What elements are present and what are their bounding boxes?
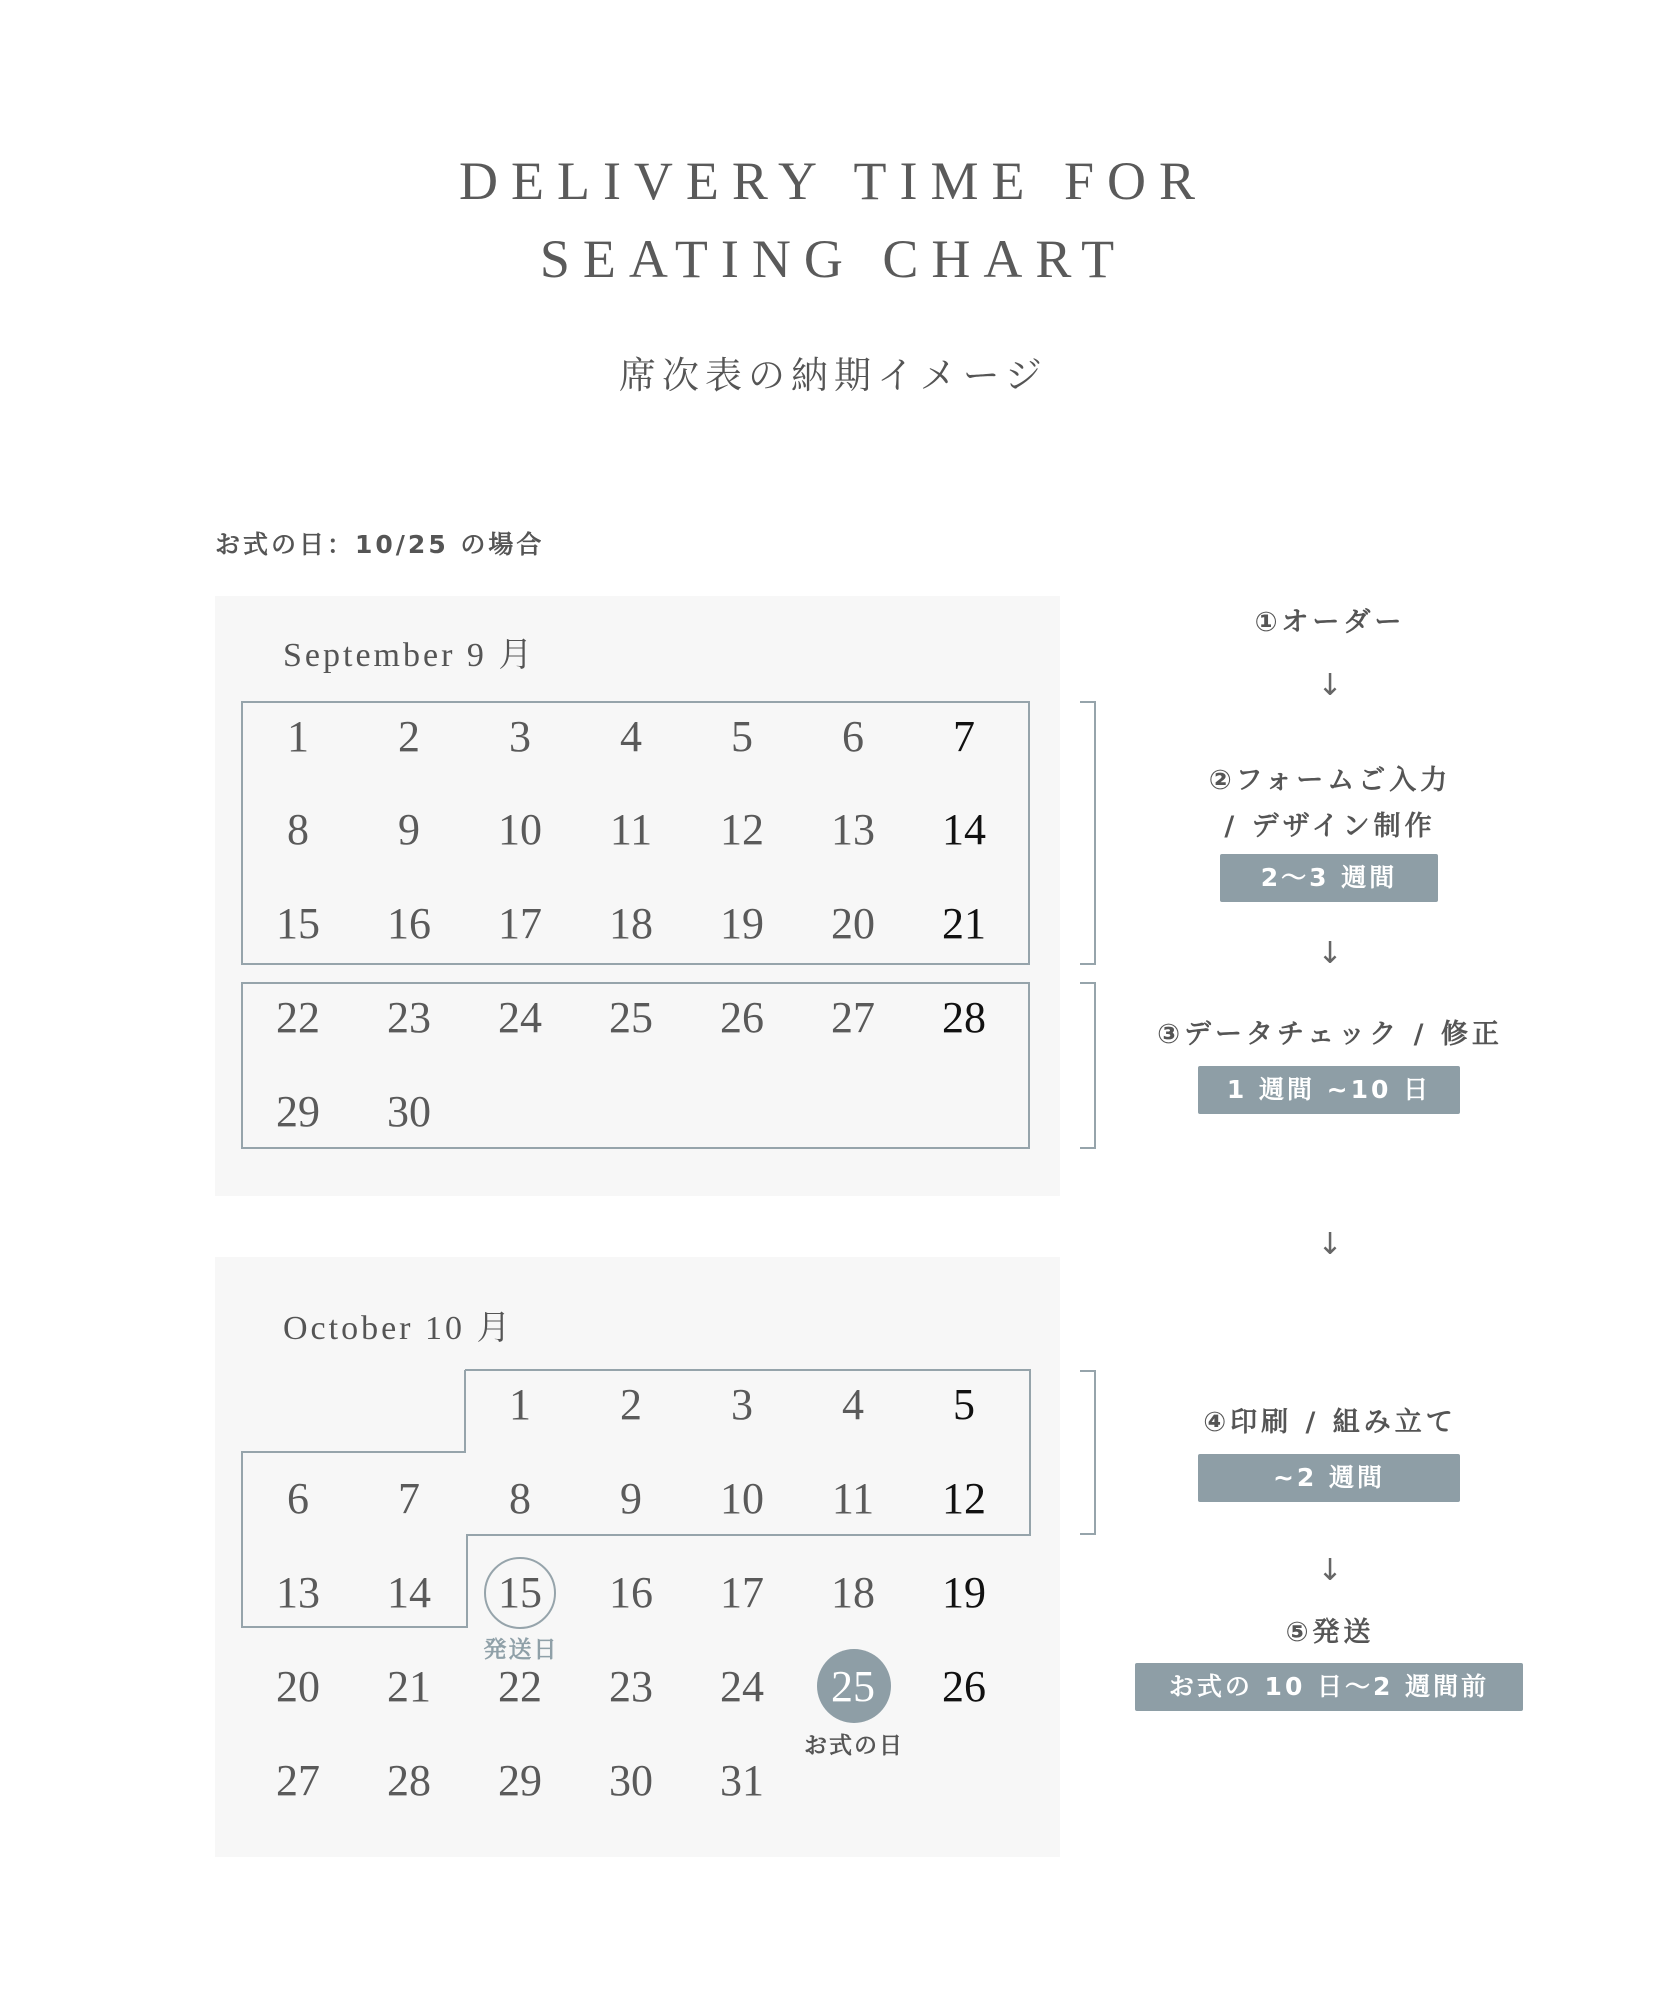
oct-day: 19 (942, 1568, 986, 1617)
sep-day: 17 (498, 899, 542, 948)
oct-day: 18 (831, 1568, 875, 1617)
oct-day: 17 (720, 1568, 764, 1617)
sep-day: 24 (498, 993, 542, 1042)
sep-day: 20 (831, 899, 875, 948)
sep-day: 23 (387, 993, 431, 1042)
oct-day: 30 (609, 1756, 653, 1805)
step-print: ④印刷 / 組み立て (1203, 1407, 1457, 1438)
page-subtitle: 席次表の納期イメージ (619, 354, 1048, 397)
sep-day: 4 (620, 712, 642, 761)
sep-day: 13 (831, 805, 875, 854)
oct-day: 11 (831, 1474, 875, 1523)
case-label: お式の日：10/25 の場合 (215, 530, 545, 559)
oct-day: 29 (498, 1756, 542, 1805)
ship-timing-badge: お式の 10 日〜2 週間前 (1135, 1663, 1523, 1711)
arrow-down-icon: ↓ (1317, 1227, 1343, 1262)
sep-day: 21 (942, 899, 986, 948)
step-data-check: ③データチェック / 修正 (1157, 1019, 1503, 1050)
oct-day: 22 (498, 1662, 542, 1711)
arrow-down-icon: ↓ (1317, 1553, 1343, 1588)
sep-day: 22 (276, 993, 320, 1042)
sep-day: 5 (731, 712, 753, 761)
sep-day: 29 (276, 1087, 320, 1136)
ship-date-note: 発送日 (483, 1637, 559, 1663)
sep-day: 11 (609, 805, 653, 854)
oct-day: 28 (387, 1756, 431, 1805)
oct-day: 23 (609, 1662, 653, 1711)
step-form-line-2: / デザイン制作 (1224, 811, 1436, 842)
oct-day: 6 (287, 1474, 309, 1523)
oct-day: 16 (609, 1568, 653, 1617)
oct-day: 27 (276, 1756, 320, 1805)
oct-day: 13 (276, 1568, 320, 1617)
sep-day: 12 (720, 805, 764, 854)
oct-day: 26 (942, 1662, 986, 1711)
oct-day: 2 (620, 1380, 642, 1429)
sep-day: 15 (276, 899, 320, 948)
oct-day: 12 (942, 1474, 986, 1523)
oct-day: 15 (498, 1568, 542, 1617)
sep-day: 7 (953, 712, 975, 761)
oct-day: 25 (831, 1662, 875, 1711)
oct-day: 4 (842, 1380, 864, 1429)
arrow-down-icon: ↓ (1317, 936, 1343, 971)
sep-day: 6 (842, 712, 864, 761)
oct-day: 8 (509, 1474, 531, 1523)
oct-day: 5 (953, 1380, 975, 1429)
page-title-line-2: SEATING CHART (539, 229, 1128, 289)
sep-day: 26 (720, 993, 764, 1042)
sep-day: 30 (387, 1087, 431, 1136)
sep-day: 16 (387, 899, 431, 948)
arrow-down-icon: ↓ (1317, 668, 1343, 703)
oct-day: 3 (731, 1380, 753, 1429)
step-ship: ⑤発送 (1285, 1617, 1375, 1648)
page-title-line-1: DELIVERY TIME FOR (458, 151, 1208, 211)
oct-day: 31 (720, 1756, 764, 1805)
september-title: September 9 月 (283, 637, 536, 674)
sep-day: 2 (398, 712, 420, 761)
check-bracket (1080, 982, 1096, 1149)
form-duration-badge: 2〜3 週間 (1220, 854, 1438, 902)
check-duration-badge: 1 週間 ~10 日 (1198, 1066, 1460, 1114)
wedding-date-note: お式の日 (804, 1733, 904, 1759)
oct-day: 14 (387, 1568, 431, 1617)
sep-day: 25 (609, 993, 653, 1042)
sep-day: 19 (720, 899, 764, 948)
step-order: ①オーダー (1254, 607, 1406, 638)
design-bracket (1080, 701, 1096, 965)
oct-day: 10 (720, 1474, 764, 1523)
sep-day: 8 (287, 805, 309, 854)
oct-day: 1 (509, 1380, 531, 1429)
oct-day: 21 (387, 1662, 431, 1711)
oct-day: 20 (276, 1662, 320, 1711)
sep-day: 9 (398, 805, 420, 854)
print-bracket (1080, 1370, 1096, 1535)
step-form-line-1: ②フォームご入力 (1208, 765, 1452, 796)
oct-day: 24 (720, 1662, 764, 1711)
sep-day: 1 (287, 712, 309, 761)
sep-day: 27 (831, 993, 875, 1042)
oct-day: 7 (398, 1474, 420, 1523)
october-title: October 10 月 (283, 1310, 514, 1347)
sep-day: 10 (498, 805, 542, 854)
sep-day: 28 (942, 993, 986, 1042)
oct-day: 9 (620, 1474, 642, 1523)
print-duration-badge: ~2 週間 (1198, 1454, 1460, 1502)
sep-day: 14 (942, 805, 986, 854)
sep-day: 18 (609, 899, 653, 948)
sep-day: 3 (509, 712, 531, 761)
